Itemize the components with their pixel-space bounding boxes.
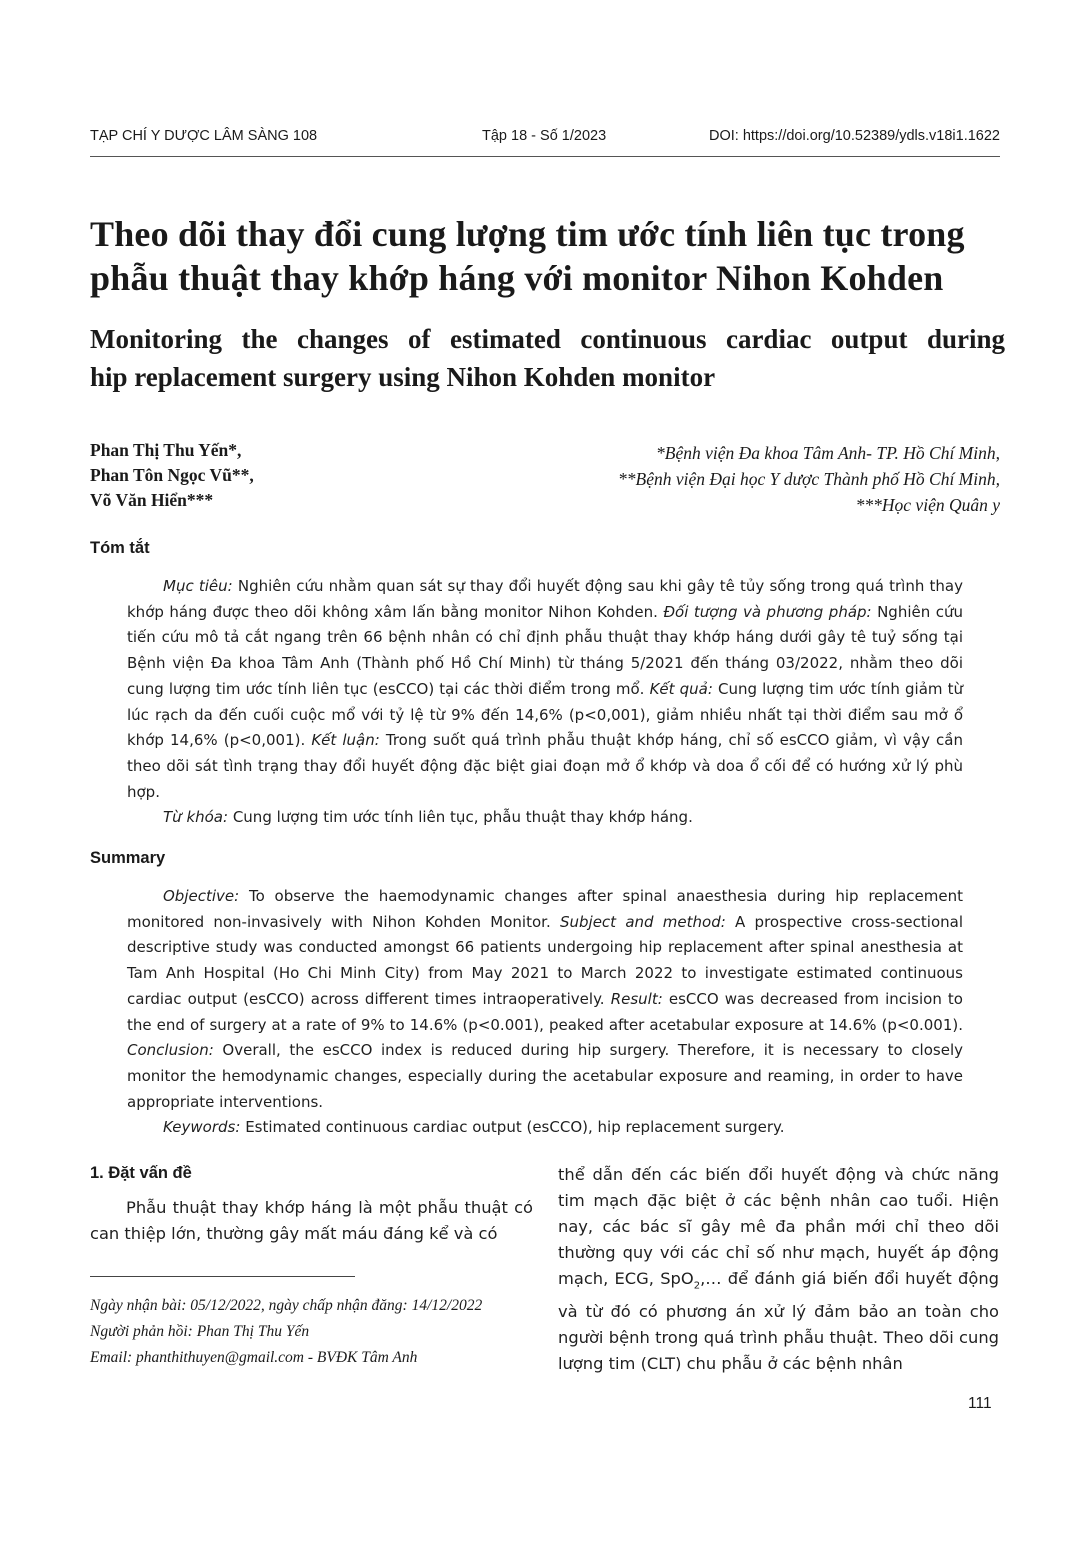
section-1-heading: 1. Đặt vấn đề (90, 1164, 192, 1182)
keywords-en (127, 1115, 963, 1141)
keywords-vi (127, 805, 963, 831)
footnote-email: Email: phanthithuyen@gmail.com - BVĐK Tâm Anh (90, 1349, 418, 1366)
objective-text: To observe the haemodynamic changes after spinal anaesthesia during hip replacement monitored non-invasively with Nihon Kohden Monitor. (127, 887, 963, 931)
keywords-label: Từ khóa: (163, 808, 229, 827)
footnotes (90, 1293, 540, 1371)
section-1-continuation-b: ,… để đánh giá biến đổi huyết động và từ đó có phương án xử lý đảm bảo an toàn cho người bệnh trong quá trình phẫu thuật. Theo dõi cung lượng tim (CLT) chu phẫu ở các bệnh nhân (558, 1268, 999, 1373)
conclusion-text: Overall, the esCCO index is reduced during hip surgery. Therefore, it is necessary to closely monitor the hemodynamic changes, especially during the acetabular exposure and reaming, in order to have appropriate interventions. (127, 1041, 963, 1111)
affiliation-1: *Bệnh viện Đa khoa Tâm Anh- TP. Hồ Chí Minh, (656, 443, 1000, 463)
abstract-vi-body (127, 574, 963, 805)
section-1-continuation-a: thể dẫn đến các biến đổi huyết động và chức năng tim mạch đặc biệt ở các bệnh nhân cao tuổi. Hiện nay, các bác sĩ gây mê đa phần mới chỉ theo dõi thường quy với các chỉ số như mạch, huyết áp động mạch, ECG, SpO (558, 1165, 999, 1288)
keywords-text: Estimated continuous cardiac output (esCCO), hip replacement surgery. (240, 1118, 785, 1137)
objective-label: Objective: (163, 887, 240, 905)
result-text: Cung lượng tim ước tính giảm từ lúc rạch da đến cuối cuộc mổ với tỷ lệ từ 9% đến 14,6% (p<0,001), giảm nhiều nhất tại thời điểm sau mở ổ khớp 14,6% (p<0,001). (127, 679, 963, 750)
conclusion-text: Trong suốt quá trình phẫu thuật khớp háng, chỉ số esCCO giảm, vì vậy cần theo dõi sát tình trạng thay đổi huyết động đặc biệt giai đoạn mở ổ khớp và doa ổ cối để có hướng xử lý phù hợp. (127, 731, 963, 801)
result-label: Result: (610, 989, 663, 1008)
affiliation-2: **Bệnh viện Đại học Y dược Thành phố Hồ Chí Minh, (618, 469, 1000, 489)
method-label: Subject and method: (559, 912, 726, 931)
running-header (90, 128, 1000, 152)
subscript-2: 2 (693, 1279, 701, 1291)
volume-issue: Tập 18 - Số 1/2023 (482, 128, 607, 144)
objective-text: Nghiên cứu nhằm quan sát sự thay đổi huyết động sau khi gây tê tủy sống trong quá trình thay khớp háng được theo dõi không xâm lấn bằng monitor Nihon Kohden. (127, 577, 963, 621)
method-text: Nghiên cứu tiến cứu mô tả cắt ngang trên 66 bệnh nhân có chỉ định phẫu thuật thay khớp háng dưới gây tê tuỷ sống tại Bệnh viện Đa khoa Tâm Anh (Thành phố Hồ Chí Minh) từ tháng 5/2021 đến tháng 03/2022, nhằm theo dõi cung lượng tim ước tính liên tục (esCCO) tại các thời điểm trong mổ. (127, 602, 963, 698)
method-text: A prospective cross-sectional descriptive study was conducted amongst 66 patients undergoing hip replacement after spinal anesthesia at Tam Anh Hospital (Ho Chi Minh City) from May 2021 to March 2022 to investigate estimated continuous cardiac output (esCCO) across different times intraoperatively. (127, 912, 964, 1008)
abstract-en-body (127, 884, 963, 1115)
footnote-received-date: Ngày nhận bài: 05/12/2022, ngày chấp nhận đăng: 14/12/2022 (90, 1297, 483, 1314)
author-1: Phan Thị Thu Yến*, (90, 440, 242, 460)
footnote-divider (90, 1276, 355, 1277)
section-1-paragraph-start: Phẫu thuật thay khớp háng là một phẫu thuật có can thiệp lớn, thường gây mất máu đáng kể và có (90, 1198, 533, 1243)
section-1-left-column (90, 1195, 533, 1247)
header-divider (90, 156, 1000, 157)
result-text: esCCO was decreased from incision to the end of surgery at a rate of 9% to 14.6% (p<0.001), peaked after acetabular exposure at 14.6% (p<0.001). (127, 989, 963, 1034)
conclusion-label: Kết luận: (311, 731, 380, 750)
affiliation-3: ***Học viện Quân y (855, 495, 1000, 515)
title-english (90, 320, 1005, 396)
journal-name: TẠP CHÍ Y DƯỢC LÂM SÀNG 108 (90, 128, 318, 144)
conclusion-label: Conclusion: (127, 1041, 214, 1060)
method-label: Đối tượng và phương pháp: (663, 602, 872, 621)
author-list (90, 438, 390, 513)
title-vietnamese: Theo dõi thay đổi cung lượng tim ước tính liên tục trong phẫu thuật thay khớp háng với monitor Nihon Kohden (90, 214, 965, 298)
abstract-vi-heading: Tóm tắt (90, 539, 150, 557)
title-english-line-1: Monitoring the changes of estimated continuous cardiac output during (90, 324, 1005, 354)
footnote-corresponding-author: Người phản hồi: Phan Thị Thu Yến (90, 1323, 310, 1340)
affiliation-list (480, 440, 1000, 518)
page-number: 111 (968, 1395, 992, 1412)
abstract-en-heading: Summary (90, 849, 166, 867)
doi-link[interactable]: DOI: https://doi.org/10.52389/ydls.v18i1.1622 (709, 128, 1000, 144)
abstract-vietnamese (127, 574, 963, 831)
author-2: Phan Tôn Ngọc Vũ**, (90, 465, 254, 485)
keywords-label: Keywords: (163, 1118, 241, 1137)
section-1-right-column (558, 1162, 999, 1377)
result-label: Kết quả: (649, 679, 713, 698)
title-english-line-2: hip replacement surgery using Nihon Kohden monitor (90, 362, 716, 392)
keywords-text: Cung lượng tim ước tính liên tục, phẫu thuật thay khớp háng. (228, 808, 693, 827)
abstract-english (127, 884, 963, 1141)
author-3: Võ Văn Hiển*** (90, 490, 214, 510)
objective-label: Mục tiêu: (163, 577, 233, 595)
